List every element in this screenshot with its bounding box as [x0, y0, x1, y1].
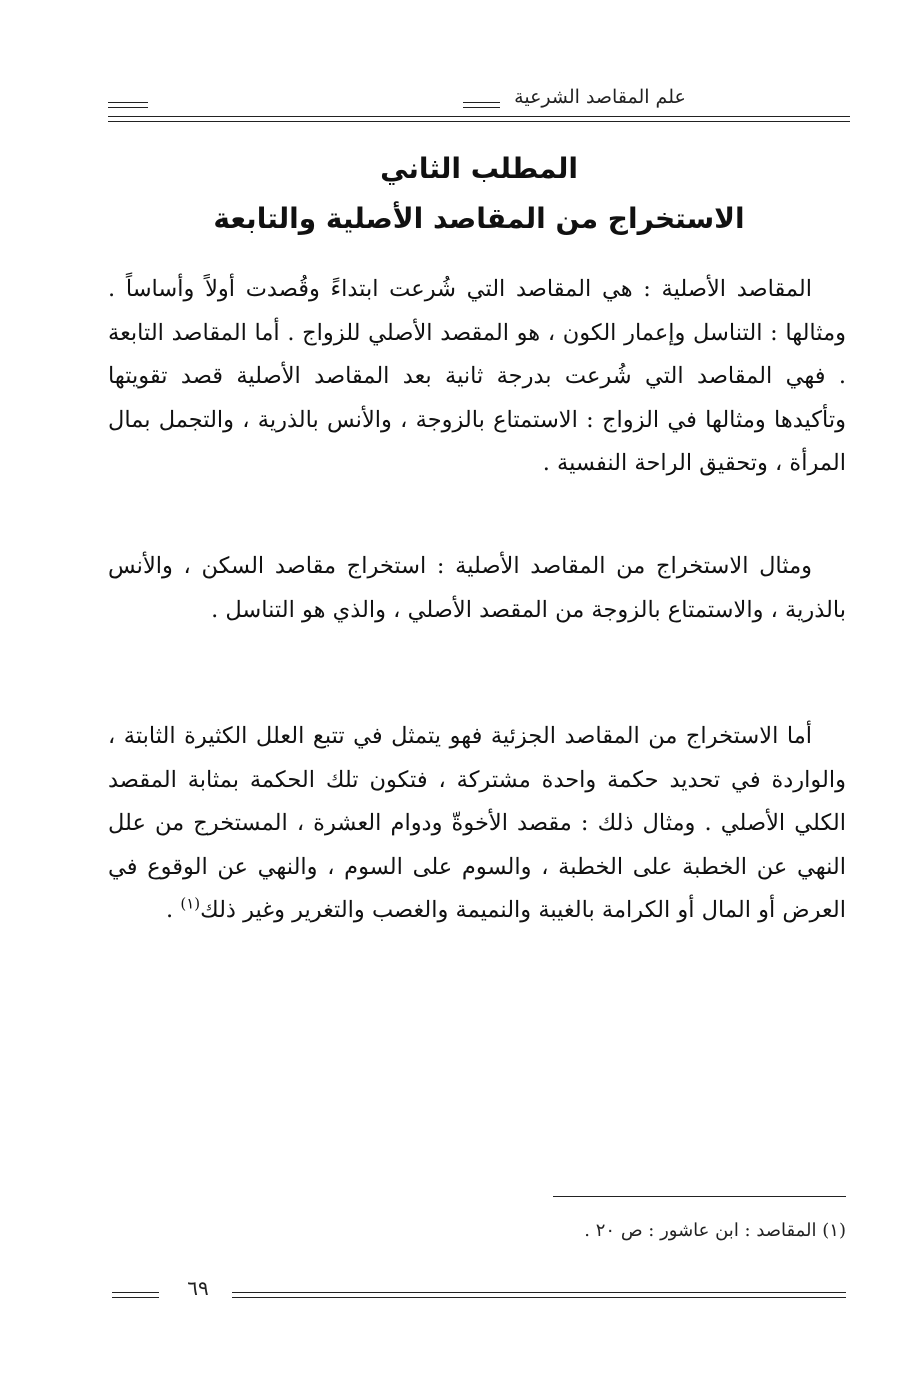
paragraph-1 [108, 268, 846, 486]
section-title: الاستخراج من المقاصد الأصلية والتابعة [213, 202, 745, 235]
footer-dash [112, 1292, 159, 1298]
header-dash-right [463, 102, 500, 108]
footnote-reference[interactable]: (١) [180, 894, 201, 913]
header-rule [108, 116, 850, 122]
header-dash-left [108, 102, 148, 108]
running-title: علم المقاصد الشرعية [500, 86, 700, 108]
paragraph-3-end: . [166, 897, 181, 923]
section-heading: المطلب الثاني [380, 152, 578, 185]
paragraph-3 [108, 715, 846, 933]
paragraph-2-text: ومثال الاستخراج من المقاصد الأصلية : استخراج مقاصد السكن ، والأنس بالذرية ، والاستمتاع بالزوجة من المقصد الأصلي ، والذي هو التناسل . [108, 553, 846, 623]
paragraph-2 [108, 545, 846, 632]
paragraph-3-text: أما الاستخراج من المقاصد الجزئية فهو يتمثل في تتبع العلل الكثيرة الثابتة ، والواردة في تحديد حكمة واحدة مشتركة ، فتكون تلك الحكمة بمثابة المقصد الكلي الأصلي . ومثال ذلك : مقصد الأخوةّ ودوام العشرة ، المستخرج من علل النهي عن الخطبة على الخطبة ، والسوم على السوم ، والنهي عن الوقوع في العرض أو المال أو الكرامة بالغيبة والنميمة والغصب والتغرير وغير ذلك [108, 723, 846, 923]
footnote-separator [553, 1196, 846, 1197]
footnote: (١) المقاصد : ابن عاشور : ص ٢٠ . [584, 1220, 846, 1241]
paragraph-3-wrapper [108, 715, 846, 933]
footer-rule [232, 1292, 846, 1298]
page-number: ٦٩ [187, 1276, 209, 1300]
paragraph-1-text: المقاصد الأصلية : هي المقاصد التي شُرعت ابتداءً وقُصدت أولاً وأساساً . ومثالها : التناسل وإعمار الكون ، هو المقصد الأصلي للزواج . أما المقاصد التابعة . فهي المقاصد التي شُرعت بدرجة ثانية بعد المقاصد الأصلية قصد تقويتها وتأكيدها ومثالها في الزواج : الاستمتاع بالزوجة ، والأنس بالذرية ، والتجمل بمال المرأة ، وتحقيق الراحة النفسية . [108, 276, 846, 476]
running-header [108, 86, 850, 126]
